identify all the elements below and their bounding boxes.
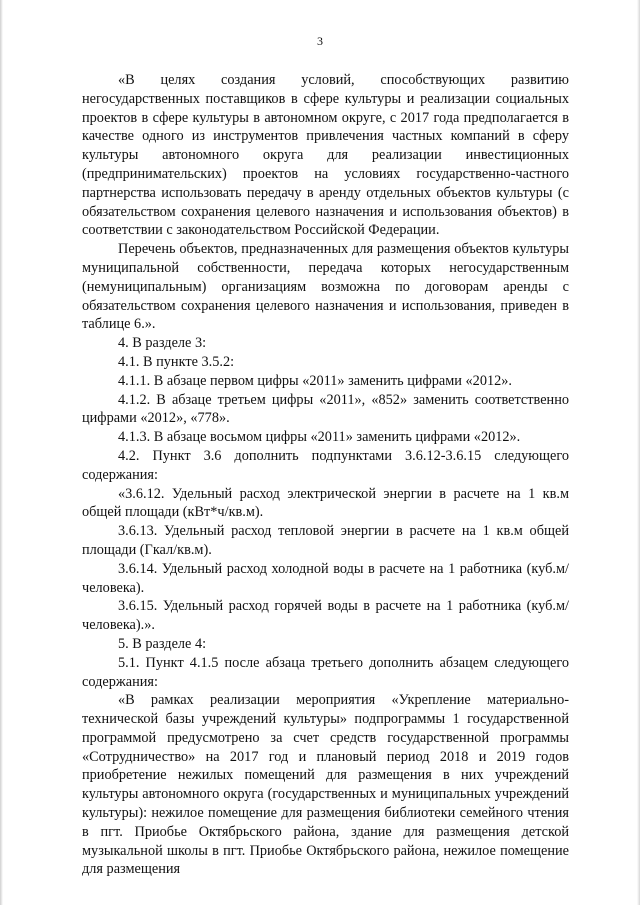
paragraph-3-6-13: 3.6.13. Удельный расход тепловой энергии в расчете на 1 кв.м общей площади (Гкал/кв.м). (82, 523, 569, 558)
scan-edge (0, 0, 3, 905)
document-body (82, 71, 569, 879)
paragraph-measure: «В рамках реализации мероприятия «Укрепление материально-технической базы учреждений культуры» подпрограммы 1 государственной программой предусмотрено за счет средств государственной программы «Сотрудничество» на 2017 год и плановый период 2018 и 2019 годов приобретение нежилых помещений для размещения в них учреждений культуры автономного округа (государственных и муниципальных учреждений культуры): нежилое помещение для размещения библиотеки семейного чтения в пгт. Приобье Октябрьского района, здание для размещения детской музыкальной школы в пгт. Приобье Октябрьского района, нежилое помещение для размещения (82, 692, 569, 878)
paragraph-3-6-12: «3.6.12. Удельный расход электрической энергии в расчете на 1 кв.м общей площади (кВт*ч/кв.м). (82, 485, 569, 521)
paragraph-4-1-3: 4.1.3. В абзаце восьмом цифры «2011» заменить цифрами «2012». (118, 429, 521, 446)
paragraph-4-1: 4.1. В пункте 3.5.2: (118, 353, 235, 370)
paragraph-4-2: 4.2. Пункт 3.6 дополнить подпунктами 3.6.12-3.6.15 следующего содержания: (82, 447, 569, 483)
paragraph-3-6-14: 3.6.14. Удельный расход холодной воды в расчете на 1 работника (куб.м/человека). (82, 560, 569, 596)
paragraph-3-6-15: 3.6.15. Удельный расход горячей воды в расчете на 1 работника (куб.м/человека).». (82, 598, 569, 634)
paragraph-list-of-objects: Перечень объектов, предназначенных для размещения объектов культуры муниципальной собственности, передача которых негосударственным (немуниципальным) организациям возможна по договорам аренды с обязательством сохранения целевого назначения и использования, приведен в таблице 6.». (82, 241, 569, 333)
paragraph-section-3: 4. В разделе 3: (118, 335, 207, 352)
paragraph-4-1-1: 4.1.1. В абзаце первом цифры «2011» заменить цифрами «2012». (118, 372, 512, 389)
paragraph-section-4: 5. В разделе 4: (118, 635, 207, 652)
paragraph-5-1: 5.1. Пункт 4.1.5 после абзаца третьего дополнить абзацем следующего содержания: (82, 654, 569, 690)
paragraph-4-1-2: 4.1.2. В абзаце третьем цифры «2011», «852» заменить соответственно цифрами «2012», «778». (82, 391, 569, 427)
paragraph-intro: «В целях создания условий, способствующих развитию негосударственных поставщиков в сфере культуры и реализации социальных проектов в сфере культуры в автономном округе, с 2017 года предполагается в качестве одного из инструментов привлечения частных компаний в сферу культуры автономного округа для реализации инвестиционных (предпринимательских) проектов на условиях государственно-частного партнерства использовать передачу в аренду отдельных объектов культуры (с обязательством сохранения целевого назначения и использования объектов) в соответствии с законодательством Российской Федерации. (82, 72, 569, 239)
page-number: 3 (317, 34, 323, 48)
